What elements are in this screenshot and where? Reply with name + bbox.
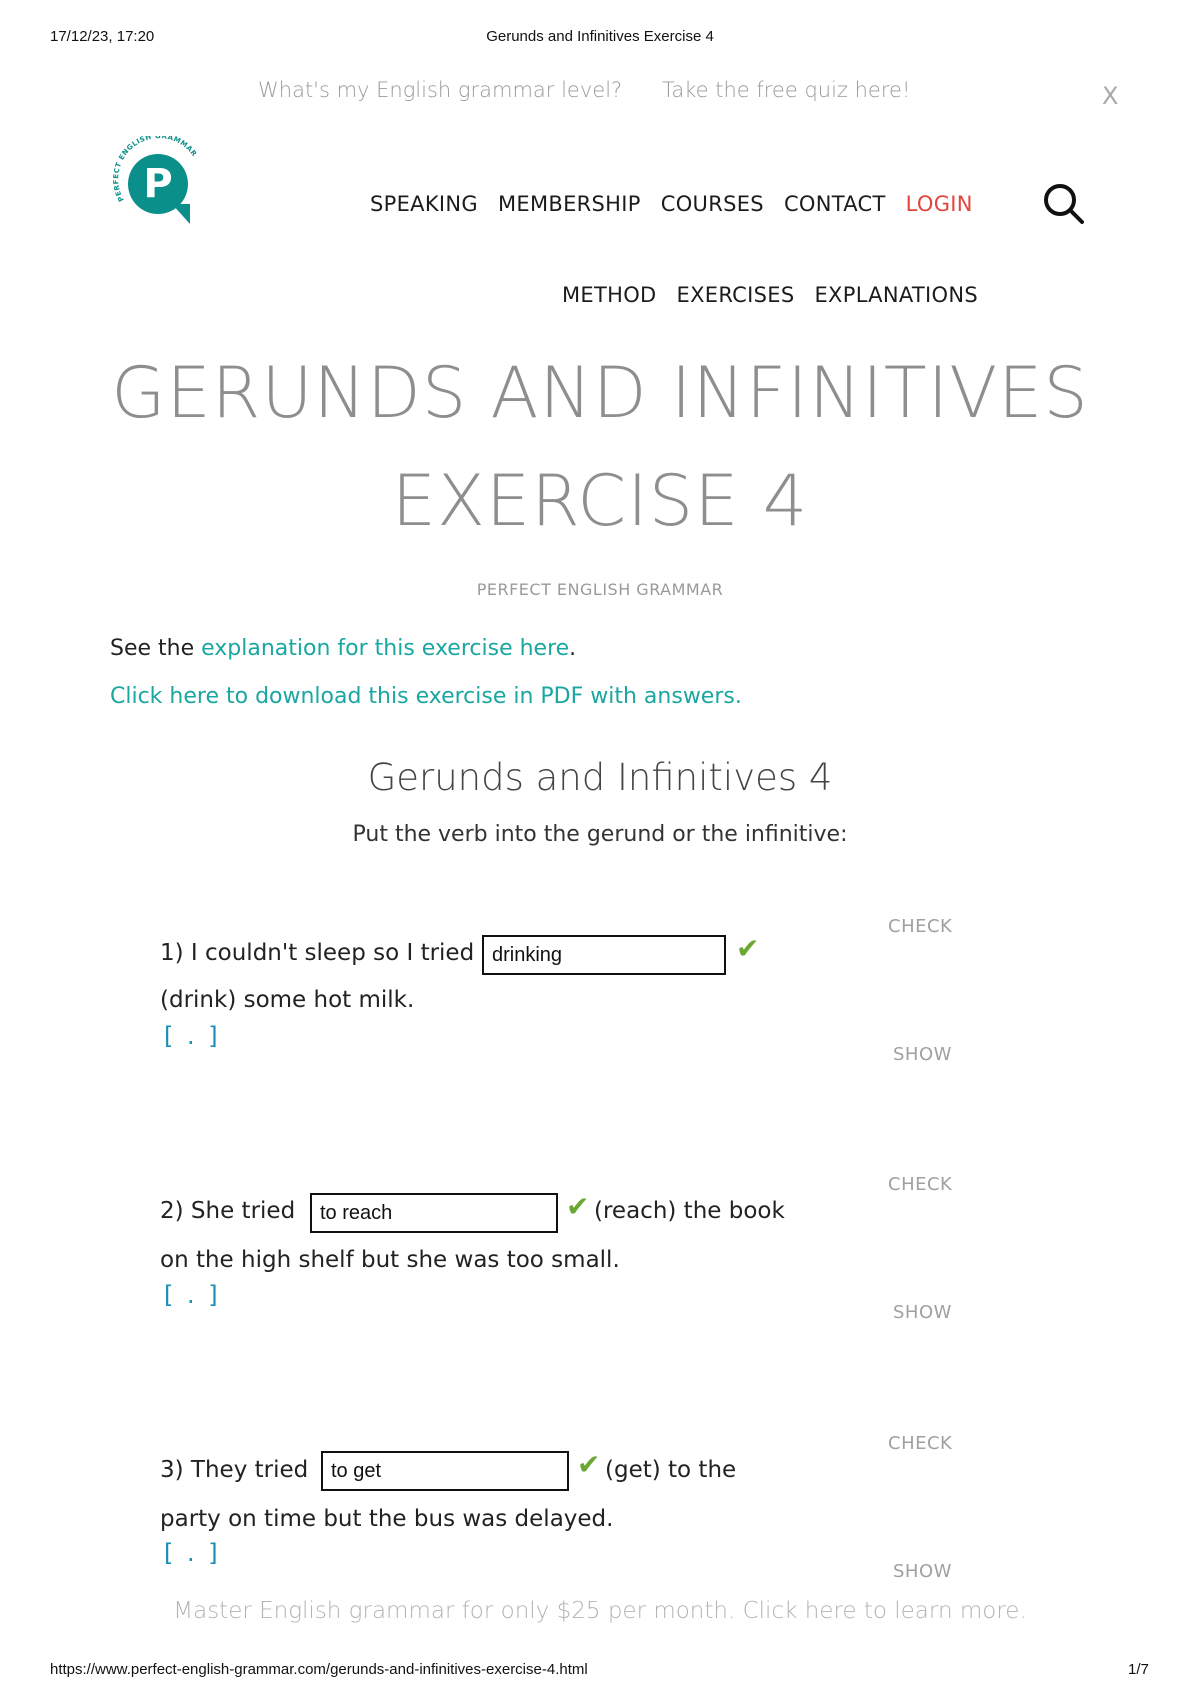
exercise-title: Gerunds and Infinitives 4 xyxy=(367,756,833,799)
answer-input-1[interactable] xyxy=(482,935,726,975)
show-button[interactable]: SHOW xyxy=(893,1044,952,1065)
site-name-subtitle: PERFECT ENGLISH GRAMMAR xyxy=(476,580,724,599)
print-page-title: Gerunds and Infinitives Exercise 4 xyxy=(486,28,714,45)
answer-input-2[interactable] xyxy=(310,1193,558,1233)
nav-membership[interactable]: MEMBERSHIP xyxy=(497,192,641,216)
nav-login[interactable]: LOGIN xyxy=(905,192,973,216)
nav-method[interactable]: METHOD xyxy=(562,283,657,307)
question-2-before: 2) She tried xyxy=(160,1198,296,1224)
reveal-answer-1[interactable]: [ . ] xyxy=(164,1022,221,1050)
period-text: . xyxy=(569,636,577,661)
free-quiz-link[interactable]: Take the free quiz here! xyxy=(662,78,911,102)
see-the-text: See the xyxy=(110,636,202,661)
question-3-line2: party on time but the bus was delayed. xyxy=(160,1506,614,1532)
nav-courses[interactable]: COURSES xyxy=(660,192,764,216)
question-2-line2: on the high shelf but she was too small. xyxy=(160,1247,620,1273)
show-button[interactable]: SHOW xyxy=(893,1302,952,1323)
question-3-after: (get) to the xyxy=(605,1457,737,1483)
reveal-answer-2[interactable]: [ . ] xyxy=(164,1281,221,1309)
correct-check-icon: ✔ xyxy=(566,1190,590,1223)
question-3-before: 3) They tried xyxy=(160,1457,309,1483)
explanation-sentence xyxy=(110,636,576,661)
close-banner-button[interactable]: X xyxy=(1102,82,1119,110)
logo-tail xyxy=(172,204,190,224)
correct-check-icon: ✔ xyxy=(577,1448,601,1481)
question-2-after: (reach) the book xyxy=(594,1198,785,1224)
primary-nav xyxy=(370,192,973,216)
explanation-link[interactable]: explanation for this exercise here xyxy=(201,636,570,661)
secondary-nav xyxy=(562,283,978,307)
show-button[interactable]: SHOW xyxy=(893,1561,952,1582)
nav-contact[interactable]: CONTACT xyxy=(783,192,886,216)
reveal-answer-3[interactable]: [ . ] xyxy=(164,1539,221,1567)
check-button[interactable]: CHECK xyxy=(888,1433,953,1454)
membership-promo-link[interactable]: Master English grammar for only $25 per month. Click here to learn more. xyxy=(173,1598,1027,1624)
question-1-before: 1) I couldn't sleep so I tried xyxy=(160,940,475,966)
print-url: https://www.perfect-english-grammar.com/gerunds-and-infinitives-exercise-4.html xyxy=(50,1661,588,1678)
nav-exercises[interactable]: EXERCISES xyxy=(676,283,795,307)
nav-speaking[interactable]: SPEAKING xyxy=(370,192,478,216)
nav-explanations[interactable]: EXPLANATIONS xyxy=(814,283,978,307)
check-button[interactable]: CHECK xyxy=(888,916,953,937)
print-page-number: 1/7 xyxy=(1128,1661,1149,1678)
page-title-line2: EXERCISE 4 xyxy=(391,460,809,542)
exercise-instructions: Put the verb into the gerund or the infinitive: xyxy=(352,822,848,847)
answer-input-3[interactable] xyxy=(321,1451,569,1491)
search-icon[interactable] xyxy=(1042,182,1088,228)
logo-letter: P xyxy=(143,161,173,207)
page-title-line1: GERUNDS AND INFINITIVES xyxy=(111,352,1089,434)
correct-check-icon: ✔ xyxy=(736,932,760,965)
download-pdf-link[interactable]: Click here to download this exercise in PDF with answers. xyxy=(110,684,742,709)
check-button[interactable]: CHECK xyxy=(888,1174,953,1195)
grammar-level-question[interactable]: What's my English grammar level? xyxy=(258,78,623,102)
question-1-line2: (drink) some hot milk. xyxy=(160,987,415,1013)
print-datetime: 17/12/23, 17:20 xyxy=(50,28,155,45)
logo-ring-label: PERFECT ENGLISH GRAMMAR xyxy=(112,136,199,203)
site-logo[interactable] xyxy=(112,136,202,226)
